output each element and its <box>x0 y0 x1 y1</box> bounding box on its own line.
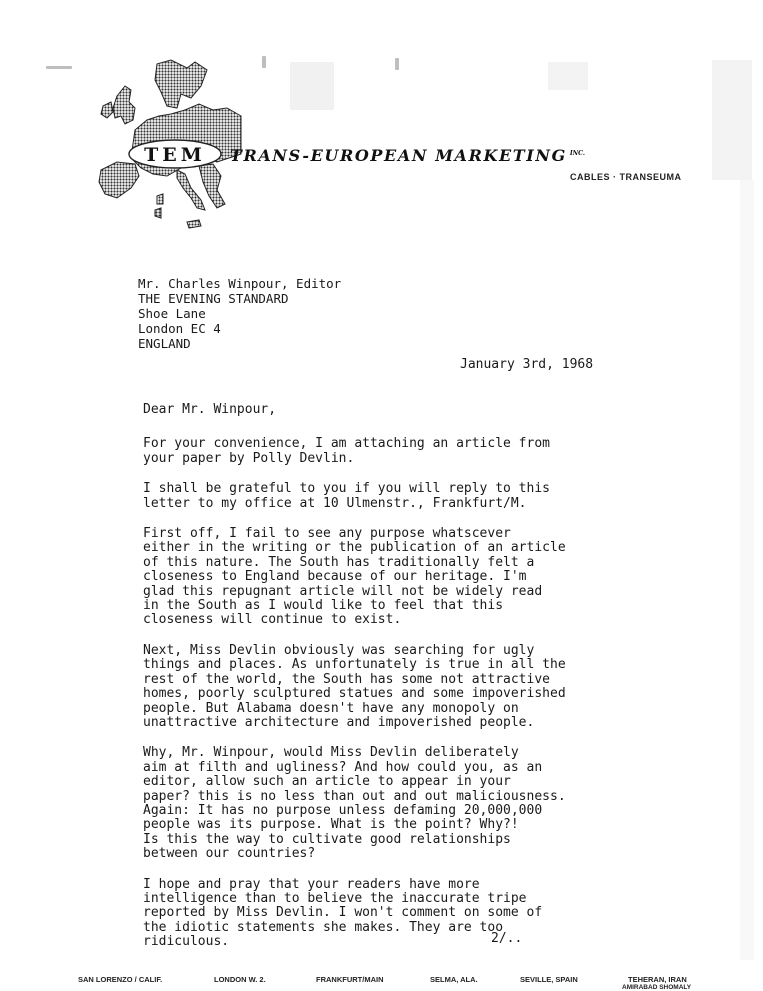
body-line: intelligence than to believe the inaccurate tripe <box>143 890 527 906</box>
body-line: Next, Miss Devlin obviously was searching for ugly <box>143 642 535 658</box>
body-line: Again: It has no purpose unless defaming 20,000,000 <box>143 802 543 818</box>
address-line: ENGLAND <box>138 336 191 351</box>
body-line: your paper by Polly Devlin. <box>143 450 355 466</box>
recipient-address <box>138 276 341 351</box>
body-line: I shall be grateful to you if you will reply to this <box>143 481 550 497</box>
body-line: rest of the world, the South has some not attractive <box>143 671 550 687</box>
body-line: people. But Alabama doesn't have any monopoly on <box>143 700 519 716</box>
office-frankfurt: FRANKFURT/MAIN <box>316 975 384 984</box>
address-line: Shoe Lane <box>138 306 206 321</box>
body-line: editor, allow such an article to appear in your <box>143 774 511 790</box>
scan-mark <box>395 58 399 70</box>
body-line: closeness to England because of our heritage. I'm <box>143 569 527 585</box>
letter-body <box>143 403 623 966</box>
paragraph <box>143 746 623 861</box>
address-line: Mr. Charles Winpour, Editor <box>138 276 342 291</box>
page-continuation-marker: 2/.. <box>491 931 523 946</box>
body-line: in the South as I would like to feel that this <box>143 598 504 614</box>
scan-mark <box>712 60 752 180</box>
paragraph <box>143 527 623 628</box>
body-line: between our countries? <box>143 846 316 862</box>
office-seville: SEVILLE, SPAIN <box>520 975 578 984</box>
footer-offices <box>0 972 763 990</box>
body-line: I hope and pray that your readers have more <box>143 876 480 892</box>
cable-address: CABLES · TRANSEUMA <box>570 172 682 182</box>
body-line: First off, I fail to see any purpose whatscever <box>143 526 511 542</box>
office-london: LONDON W. 2. <box>214 975 266 984</box>
office-san-lorenzo: SAN LORENZO / CALIF. <box>78 975 163 984</box>
body-line: reported by Miss Devlin. I won't comment on some of <box>143 905 543 921</box>
address-line: THE EVENING STANDARD <box>138 291 289 306</box>
body-line: closeness will continue to exist. <box>143 612 402 628</box>
office-teheran: TEHERAN, IRAN <box>628 975 687 984</box>
body-line: For your convenience, I am attaching an article from <box>143 436 550 452</box>
body-line: letter to my office at 10 Ulmenstr., Frankfurt/M. <box>143 495 527 511</box>
body-line: ridiculous. <box>143 934 230 950</box>
company-suffix: INC. <box>569 150 585 157</box>
body-line: aim at filth and ugliness? And how could you, as an <box>143 759 543 775</box>
body-line: the idiotic statements she makes. They are too <box>143 919 504 935</box>
paragraph <box>143 437 623 466</box>
letter-date: January 3rd, 1968 <box>460 357 594 372</box>
body-line: Why, Mr. Winpour, would Miss Devlin deliberately <box>143 745 519 761</box>
office-teheran-street: AMIRABAD SHOMALY <box>622 984 692 991</box>
paragraph <box>143 482 623 511</box>
body-line: things and places. As unfortunately is true in all the <box>143 657 566 673</box>
scan-mark <box>290 62 334 110</box>
body-line: people was its purpose. What is the point? Why?! <box>143 817 519 833</box>
body-line: of this nature. The South has traditionally felt a <box>143 554 535 570</box>
paragraph <box>143 878 623 950</box>
body-line: unattractive architecture and impoverished people. <box>143 714 535 730</box>
body-line: either in the writing or the publication of an article <box>143 540 566 556</box>
body-line: glad this repugnant article will not be widely read <box>143 583 543 599</box>
scan-mark <box>262 56 266 68</box>
address-line: London EC 4 <box>138 321 221 336</box>
scan-mark <box>46 66 72 69</box>
body-line: paper? this is no less than out and out maliciousness. <box>143 788 566 804</box>
office-selma: SELMA, ALA. <box>430 975 478 984</box>
europe-map-logo-icon <box>95 58 243 236</box>
scan-mark <box>740 180 754 960</box>
paragraph <box>143 644 623 730</box>
company-name <box>230 146 585 165</box>
company-name-text: TRANS-EUROPEAN MARKETING <box>230 146 567 165</box>
body-line: Is this the way to cultivate good relationships <box>143 831 511 847</box>
salutation: Dear Mr. Winpour, <box>143 402 277 417</box>
scan-mark <box>548 62 588 90</box>
body-line: homes, poorly sculptured statues and some impoverished <box>143 686 566 702</box>
monogram-text: TEM <box>144 144 206 166</box>
